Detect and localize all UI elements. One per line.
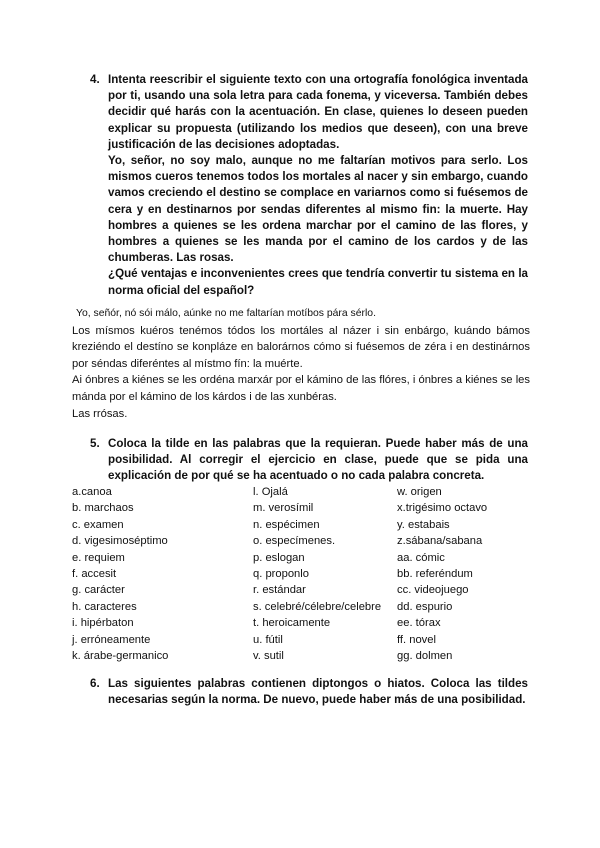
word-item: e. requiem [72,551,125,564]
word-item: k. árabe-germanico [72,649,169,662]
word-column-2 [253,484,381,664]
exercise-6-instructions: Las siguientes palabras contienen diptongos o hiatos. Coloca las tildes necesarias según la norma. De nuevo, puede haber más de una posibilidad. [108,677,528,707]
word-item: ee. tórax [397,617,441,630]
exercise-4-source-text: Yo, señor, no soy malo, aunque no me faltarían motivos para serlo. Los mismos cueros tenemos todos los mortales al nacer y sin embargo, cuando vamos creciendo el destino se complace en variarnos como si fuésemos de cera y en destinarnos por sendas diferentes al mismo fin: la muerte. Hay hombres a quienes se les ordena marchar por el camino de las flores, y hombres a quienes se les manda por el camino de los cardos y de las chumberas. Las rosas. [108,154,528,265]
word-item: y. estabais [397,518,450,531]
word-item: x.trigésimo octavo [397,502,488,515]
word-item: l. Ojalá [253,486,288,498]
exercise-4-number: 4. [90,73,100,86]
word-item: r. estándar [253,584,306,597]
word-item: p. eslogan [253,551,305,564]
answer-paragraph-3: Las rrósas. [72,407,128,420]
word-item: j. erróneamente [72,633,151,646]
word-item: d. vigesimoséptimo [72,535,168,548]
word-item: a.canoa [72,486,112,498]
word-item: g. carácter [72,584,125,597]
word-column-1 [72,484,168,664]
answer-line-1: Yo, señór, nó sói málo, aúnke no me faltarían motíbos pára sérlo. [76,308,376,319]
exercise-4-question: ¿Qué ventajas e inconvenientes crees que tendría convertir tu sistema en la norma oficial del español? [108,267,528,297]
word-item: n. espécimen [253,518,320,531]
word-item: h. caracteres [72,600,137,613]
word-item: cc. videojuego [397,584,469,597]
word-item: v. sutil [253,649,284,662]
word-column-3 [397,484,487,664]
exercise-4-answer [72,306,530,422]
word-item: i. hipérbaton [72,617,134,630]
word-item: dd. espurio [397,600,453,613]
word-item: q. proponlo [253,567,309,580]
word-item: ff. novel [397,633,436,646]
answer-paragraph-1: Los mísmos kuéros tenémos tódos los mortáles al názer i sin enbárgo, kuándo bámos kreziéndo el destíno se konpláze en balorárnos cómo si fuésemos de zéra i en destinárnos por séndas diferéntes al místmo fín: la muérte. [72,324,530,370]
word-item: aa. cómic [397,551,445,564]
word-item: u. fútil [253,633,283,646]
exercise-4-instructions: Intenta reescribir el siguiente texto con una ortografía fonológica inventada por ti, usando una sola letra para cada fonema, y viceversa. También debes decidir qué harás con la acentuación. En clase, quienes lo deseen pueden explicar su propuesta (utilizando los medios que deseen), con una breve justificación de las decisiones adoptadas. [108,73,528,151]
exercise-5-instructions: Coloca la tilde en las palabras que la requieran. Puede haber más de una posibilidad. Al corregir el ejercicio en clase, puede que se pida una explicación de por qué se ha acentuado o no cada palabra concreta. [108,437,528,483]
word-item: m. verosímil [253,502,314,515]
exercise-6 [90,676,528,708]
exercise-5-number: 5. [90,437,100,450]
exercise-5 [90,436,528,485]
word-item: o. especímenes. [253,535,336,548]
exercise-6-number: 6. [90,677,100,690]
word-item: t. heroicamente [253,617,331,630]
word-item: s. celebré/célebre/celebre [253,600,382,613]
exercise-4 [90,72,528,299]
word-item: bb. referéndum [397,567,473,580]
word-item: w. origen [397,486,442,498]
word-item: f. accesit [72,567,117,580]
word-item: b. marchaos [72,502,134,515]
word-item: c. examen [72,518,124,531]
word-item: z.sábana/sabana [397,535,483,548]
word-item: gg. dolmen [397,649,453,662]
answer-paragraph-2: Ai ónbres a kiénes se les ordéna marxár por el kámino de las flóres, i ónbres a kiénes se les mánda por el kámino de los kárdos i de las xunbéras. [72,374,530,403]
